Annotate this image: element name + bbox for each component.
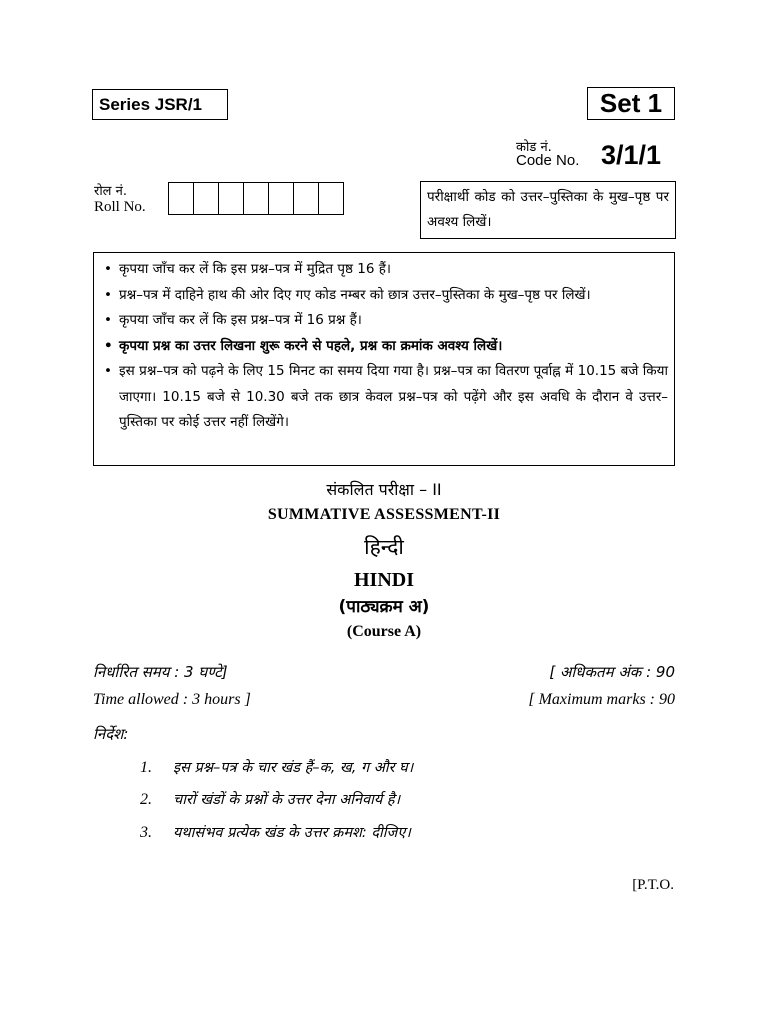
time-allowed-hindi: निर्धारित समय : 3 घण्टे] xyxy=(93,663,228,681)
roll-label-hindi: रोल नं. xyxy=(94,184,127,199)
instructions-list xyxy=(102,257,668,436)
series-label: Series JSR/1 xyxy=(92,89,228,120)
time-allowed-english: Time allowed : 3 hours ] xyxy=(93,691,251,708)
roll-cell[interactable] xyxy=(294,182,319,215)
roll-cell[interactable] xyxy=(169,182,194,215)
direction-number: 3. xyxy=(140,824,152,841)
candidate-code-note: परीक्षार्थी कोड को उत्तर–पुस्तिका के मुख–पृष्ठ पर अवश्य लिखें। xyxy=(420,181,676,239)
instructions-box xyxy=(93,252,675,466)
code-value: 3/1/1 xyxy=(601,140,662,170)
subject-english: HINDI xyxy=(353,569,414,591)
code-label-hindi: कोड नं. xyxy=(516,140,552,155)
direction-item xyxy=(140,789,400,809)
course-english: (Course A) xyxy=(346,623,422,640)
instruction-item: • प्रश्न–पत्र में दाहिने हाथ की ओर दिए गए कोड नम्बर को छात्र उत्तर–पुस्तिका के मुख–पृष्ठ पर लिखें। xyxy=(102,283,668,309)
direction-number: 2. xyxy=(140,791,152,808)
roll-cell[interactable] xyxy=(319,182,344,215)
exam-title-english: SUMMATIVE ASSESSMENT-II xyxy=(267,506,501,523)
set-label: Set 1 xyxy=(587,87,675,120)
exam-title-hindi: संकलित परीक्षा – II xyxy=(326,480,442,499)
roll-cell[interactable] xyxy=(269,182,294,215)
direction-number: 1. xyxy=(140,759,152,776)
direction-text: चारों खंडों के प्रश्नों के उत्तर देना अनिवार्य है। xyxy=(173,792,401,808)
direction-item xyxy=(140,822,411,842)
maximum-marks-hindi: [ अधिकतम अंक : 90 xyxy=(549,663,675,681)
subject-hindi: हिन्दी xyxy=(364,535,404,559)
roll-cell[interactable] xyxy=(244,182,269,215)
roll-label-english: Roll No. xyxy=(94,199,146,215)
direction-item xyxy=(140,757,413,777)
instruction-item: • इस प्रश्न–पत्र को पढ़ने के लिए 15 मिनट का समय दिया गया है। प्रश्न–पत्र का वितरण पूर्वाह्न में 10.15 बजे किया जाएगा। 10.15 बजे से 10.30 बजे तक छात्र केवल प्रश्न–पत्र को पढ़ेंगे और इस अवधि के दौरान वे उत्तर–पुस्तिका पर कोई उत्तर नहीं लिखेंगे। xyxy=(102,359,668,436)
instruction-item: • कृपया जाँच कर लें कि इस प्रश्न–पत्र में 16 प्रश्न हैं। xyxy=(102,308,668,334)
directions-title: निर्देश: xyxy=(93,725,129,743)
direction-text: इस प्रश्न–पत्र के चार खंड हैं–क, ख, ग और घ। xyxy=(173,760,414,776)
maximum-marks-english: [ Maximum marks : 90 xyxy=(528,691,675,708)
direction-text: यथासंभव प्रत्येक खंड के उत्तर क्रमश: दीजिए। xyxy=(173,825,411,841)
code-label-english: Code No. xyxy=(516,152,580,169)
instruction-item: • कृपया जाँच कर लें कि इस प्रश्न–पत्र में मुद्रित पृष्ठ 16 हैं। xyxy=(102,257,668,283)
instruction-item: • कृपया प्रश्न का उत्तर लिखना शुरू करने से पहले, प्रश्न का क्रमांक अवश्य लिखें। xyxy=(102,334,668,360)
roll-number-boxes[interactable] xyxy=(168,182,344,215)
roll-cell[interactable] xyxy=(219,182,244,215)
course-hindi: (पाठ्यक्रम अ) xyxy=(338,597,430,617)
pto-label: [P.T.O. xyxy=(632,877,674,893)
roll-cell[interactable] xyxy=(194,182,219,215)
